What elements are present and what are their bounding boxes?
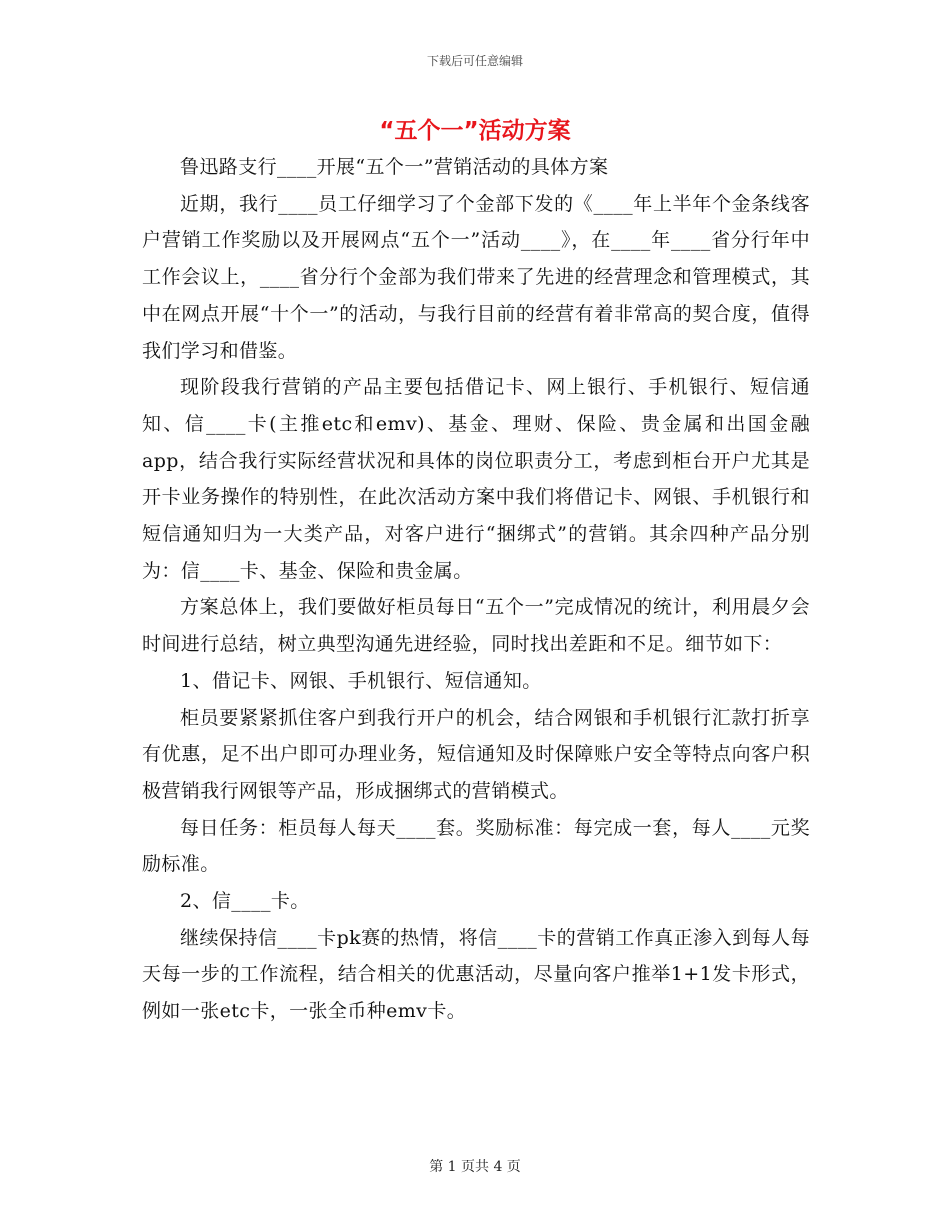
paragraph-background: 近期，我行____员工仔细学习了个金部下发的《____年上半年个金条线客户营销工作奖励以及开展网点“五个一”活动____》，在____年____省分行年中工作会议上，____省分行个金部为我们带来了先进的经营理念和管理模式，其中在网点开展“十个一”的活动，与我行目前的经营有着非常高的契合度，值得我们学习和借鉴。 bbox=[142, 192, 810, 362]
page-header: 下载后可任意编辑 bbox=[426, 54, 523, 68]
paragraph-section-2: 继续保持信____卡pk赛的热情，将信____卡的营销工作真正渗入到每人每天每一步的工作流程，结合相关的优惠活动，尽量向客户推举1+1发卡形式，例如一张etc卡，一张全币种emv卡。 bbox=[142, 926, 810, 1023]
section-heading-1: 1、借记卡、网银、手机银行、短信通知。 bbox=[180, 669, 542, 692]
paragraph-section-1: 柜员要紧紧抓住客户到我行开户的机会，结合网银和手机银行汇款打折享有优惠，足不出户即可办理业务，短信通知及时保障账户安全等特点向客户积极营销我行网银等产品，形成捆绑式的营销模式。 bbox=[142, 706, 810, 802]
section-heading-2: 2、信____卡。 bbox=[180, 890, 310, 913]
page-footer: 第 1 页共 4 页 bbox=[429, 1159, 521, 1175]
paragraph-products: 现阶段我行营销的产品主要包括借记卡、网上银行、手机银行、短信通知、信____卡(主推etc和emv)、基金、理财、保险、贵金属和出国金融app，结合我行实际经营状况和具体的岗位职责分工，考虑到柜台开户尤其是开卡业务操作的特别性，在此次活动方案中我们将借记卡、网银、手机银行和短信通知归为一大类产品，对客户进行“捆绑式”的营销。其余四种产品分别为：信____卡、基金、保险和贵金属。 bbox=[142, 376, 810, 582]
paragraph-overview: 方案总体上，我们要做好柜员每日“五个一”完成情况的统计，利用晨夕会时间进行总结，树立典型沟通先进经验，同时找出差距和不足。细节如下： bbox=[142, 596, 810, 656]
document-body bbox=[142, 149, 810, 1030]
document-title: “五个一”活动方案 bbox=[379, 118, 571, 144]
paragraph-daily-task: 每日任务：柜员每人每天____套。奖励标准：每完成一套，每人____元奖励标准。 bbox=[142, 816, 810, 876]
paragraph-intro: 鲁迅路支行____开展“五个一”营销活动的具体方案 bbox=[180, 156, 609, 178]
